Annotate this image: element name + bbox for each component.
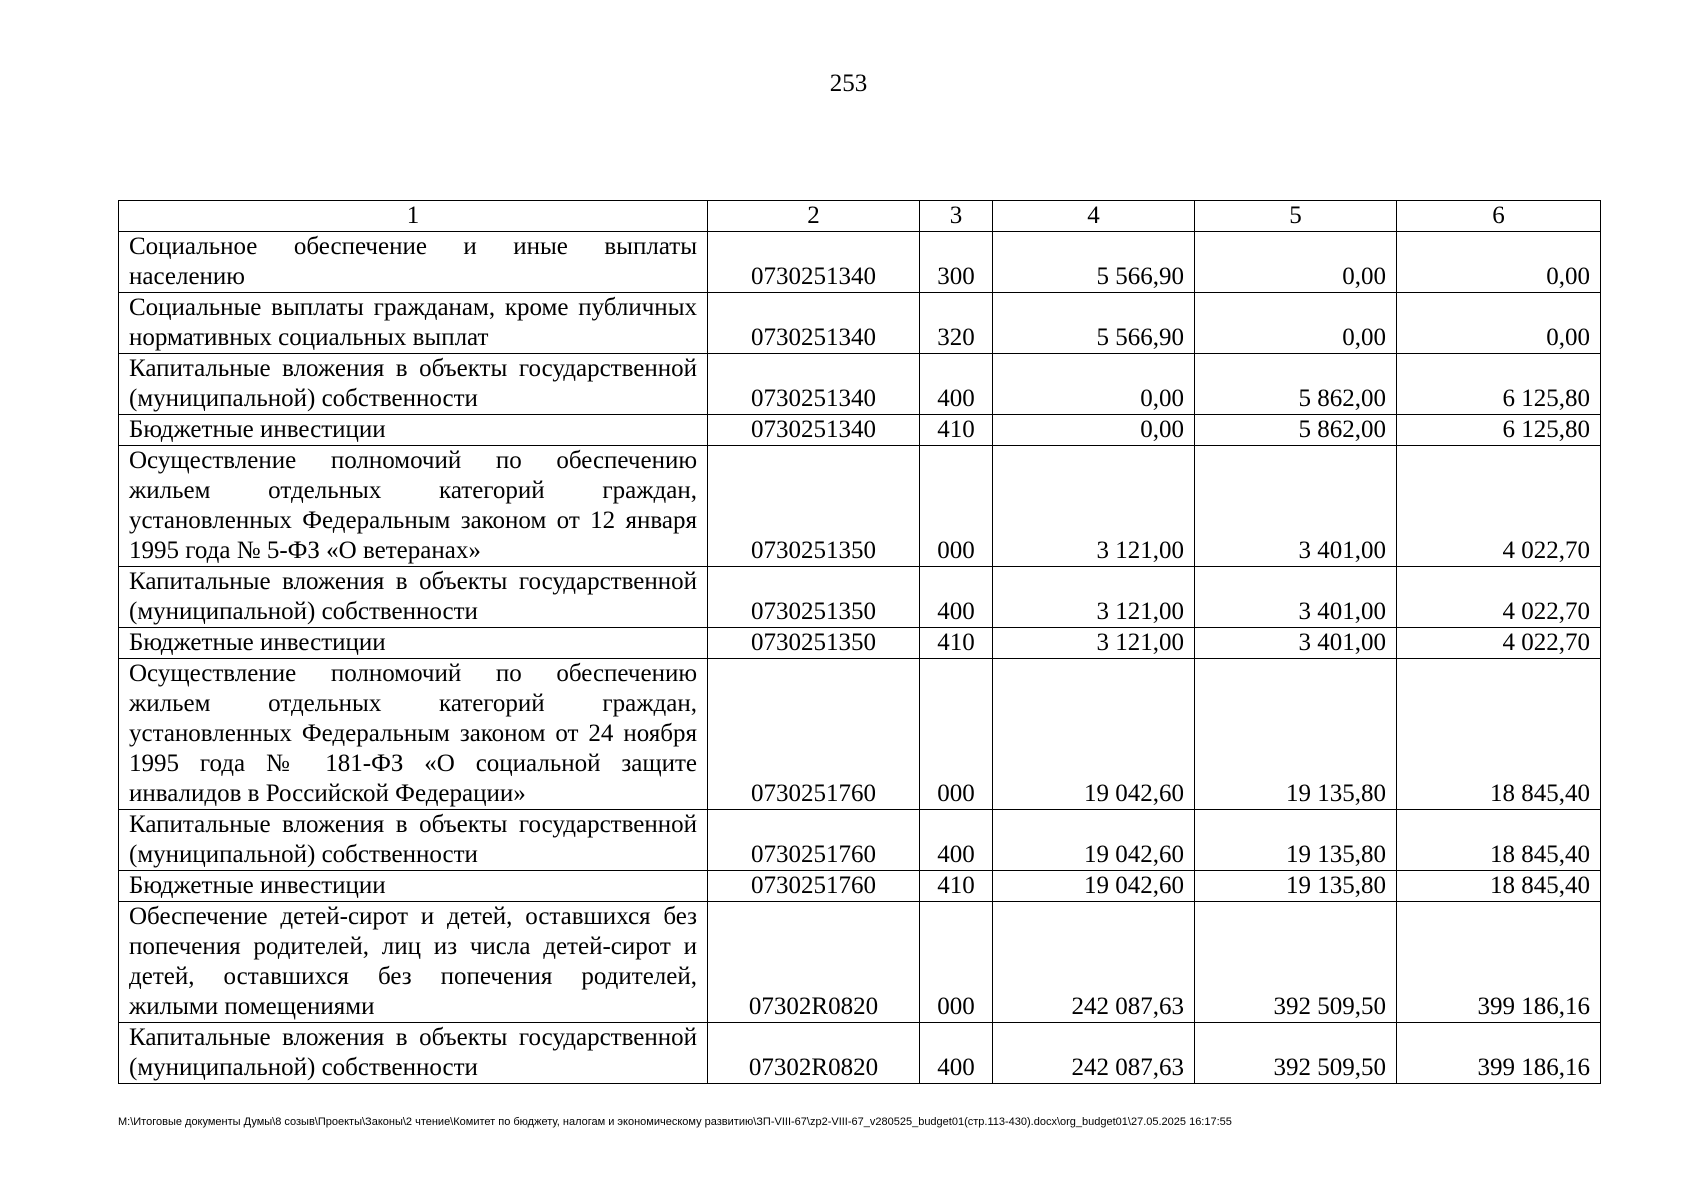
table-row — [119, 232, 1601, 293]
row-value-col6-cell: 4 022,70 — [1397, 446, 1601, 567]
row-value-col6-cell: 18 845,40 — [1397, 871, 1601, 902]
row-value-col4-cell: 0,00 — [993, 354, 1195, 415]
row-value-col6-cell: 6 125,80 — [1397, 354, 1601, 415]
row-value-col6-cell: 0,00 — [1397, 293, 1601, 354]
row-code-cell: 0730251760 — [708, 871, 920, 902]
row-type-cell: 000 — [920, 446, 993, 567]
row-type-cell: 400 — [920, 567, 993, 628]
column-header: 6 — [1397, 201, 1601, 232]
row-value-col4-cell: 5 566,90 — [993, 293, 1195, 354]
table-row — [119, 415, 1601, 446]
row-value-col5-cell: 5 862,00 — [1195, 354, 1397, 415]
row-value-col5-cell: 0,00 — [1195, 232, 1397, 293]
row-name-cell: Бюджетные инвестиции — [119, 415, 708, 446]
row-value-col5-cell: 3 401,00 — [1195, 567, 1397, 628]
table-row — [119, 293, 1601, 354]
row-type-cell: 400 — [920, 354, 993, 415]
row-name-cell: Осуществление полномочий по обеспечению жильем отдельных категорий граждан, установленных Федеральным законом от 24 ноября 1995 года № 181-ФЗ «О социальной защите инвалидов в Российской Федерации» — [119, 659, 708, 810]
table-row — [119, 659, 1601, 810]
row-value-col4-cell: 5 566,90 — [993, 232, 1195, 293]
row-value-col5-cell: 3 401,00 — [1195, 628, 1397, 659]
row-value-col5-cell: 19 135,80 — [1195, 810, 1397, 871]
row-type-cell: 410 — [920, 415, 993, 446]
row-value-col4-cell: 3 121,00 — [993, 628, 1195, 659]
row-name-cell: Обеспечение детей-сирот и детей, оставшихся без попечения родителей, лиц из числа детей-сирот и детей, оставшихся без попечения родителей, жилыми помещениями — [119, 902, 708, 1023]
row-value-col6-cell: 6 125,80 — [1397, 415, 1601, 446]
row-name-cell: Бюджетные инвестиции — [119, 628, 708, 659]
row-name-cell: Осуществление полномочий по обеспечению жильем отдельных категорий граждан, установленных Федеральным законом от 12 января 1995 года № 5-ФЗ «О ветеранах» — [119, 446, 708, 567]
row-code-cell: 07302R0820 — [708, 1023, 920, 1084]
row-code-cell: 0730251340 — [708, 232, 920, 293]
row-code-cell: 07302R0820 — [708, 902, 920, 1023]
row-code-cell: 0730251760 — [708, 659, 920, 810]
row-value-col6-cell: 18 845,40 — [1397, 659, 1601, 810]
column-header: 1 — [119, 201, 708, 232]
row-name-cell: Капитальные вложения в объекты государственной (муниципальной) собственности — [119, 810, 708, 871]
row-code-cell: 0730251350 — [708, 567, 920, 628]
row-value-col4-cell: 242 087,63 — [993, 1023, 1195, 1084]
row-value-col6-cell: 4 022,70 — [1397, 628, 1601, 659]
row-code-cell: 0730251350 — [708, 628, 920, 659]
row-code-cell: 0730251760 — [708, 810, 920, 871]
row-type-cell: 400 — [920, 1023, 993, 1084]
header-row — [119, 201, 1601, 232]
row-value-col4-cell: 0,00 — [993, 415, 1195, 446]
table-row — [119, 902, 1601, 1023]
table-row — [119, 810, 1601, 871]
row-value-col6-cell: 4 022,70 — [1397, 567, 1601, 628]
row-code-cell: 0730251340 — [708, 293, 920, 354]
row-value-col5-cell: 392 509,50 — [1195, 902, 1397, 1023]
row-name-cell: Капитальные вложения в объекты государственной (муниципальной) собственности — [119, 1023, 708, 1084]
budget-table — [118, 200, 1601, 1084]
footer-file-path: M:\Итоговые документы Думы\8 созыв\Проекты\Законы\2 чтение\Комитет по бюджету, налогам и экономическому развитию\ЗП-VIII-67\zp2-VIII-67_v280525_budget01(стр.113-430).docx\org_budget01\27.05.2025 16:17:55 — [118, 1116, 1232, 1128]
table-row — [119, 1023, 1601, 1084]
table-row — [119, 628, 1601, 659]
row-type-cell: 320 — [920, 293, 993, 354]
row-value-col6-cell: 18 845,40 — [1397, 810, 1601, 871]
column-header: 2 — [708, 201, 920, 232]
row-value-col6-cell: 0,00 — [1397, 232, 1601, 293]
row-value-col6-cell: 399 186,16 — [1397, 902, 1601, 1023]
table-row — [119, 354, 1601, 415]
row-type-cell: 000 — [920, 902, 993, 1023]
row-type-cell: 300 — [920, 232, 993, 293]
table-body — [119, 201, 1601, 1084]
row-value-col5-cell: 19 135,80 — [1195, 659, 1397, 810]
row-value-col6-cell: 399 186,16 — [1397, 1023, 1601, 1084]
row-value-col5-cell: 0,00 — [1195, 293, 1397, 354]
column-header: 4 — [993, 201, 1195, 232]
table-row — [119, 871, 1601, 902]
row-value-col4-cell: 19 042,60 — [993, 810, 1195, 871]
row-code-cell: 0730251350 — [708, 446, 920, 567]
row-name-cell: Социальные выплаты гражданам, кроме публичных нормативных социальных выплат — [119, 293, 708, 354]
row-value-col5-cell: 19 135,80 — [1195, 871, 1397, 902]
row-value-col5-cell: 5 862,00 — [1195, 415, 1397, 446]
row-code-cell: 0730251340 — [708, 415, 920, 446]
row-value-col4-cell: 19 042,60 — [993, 659, 1195, 810]
row-value-col5-cell: 392 509,50 — [1195, 1023, 1397, 1084]
page-number: 253 — [829, 70, 868, 97]
row-value-col4-cell: 19 042,60 — [993, 871, 1195, 902]
row-value-col4-cell: 3 121,00 — [993, 567, 1195, 628]
row-code-cell: 0730251340 — [708, 354, 920, 415]
column-header: 5 — [1195, 201, 1397, 232]
row-type-cell: 400 — [920, 810, 993, 871]
row-value-col5-cell: 3 401,00 — [1195, 446, 1397, 567]
row-type-cell: 000 — [920, 659, 993, 810]
row-name-cell: Социальное обеспечение и иные выплаты населению — [119, 232, 708, 293]
row-name-cell: Капитальные вложения в объекты государственной (муниципальной) собственности — [119, 354, 708, 415]
column-header: 3 — [920, 201, 993, 232]
row-name-cell: Капитальные вложения в объекты государственной (муниципальной) собственности — [119, 567, 708, 628]
row-type-cell: 410 — [920, 628, 993, 659]
table-row — [119, 567, 1601, 628]
row-value-col4-cell: 3 121,00 — [993, 446, 1195, 567]
table-row — [119, 446, 1601, 567]
row-type-cell: 410 — [920, 871, 993, 902]
row-value-col4-cell: 242 087,63 — [993, 902, 1195, 1023]
row-name-cell: Бюджетные инвестиции — [119, 871, 708, 902]
